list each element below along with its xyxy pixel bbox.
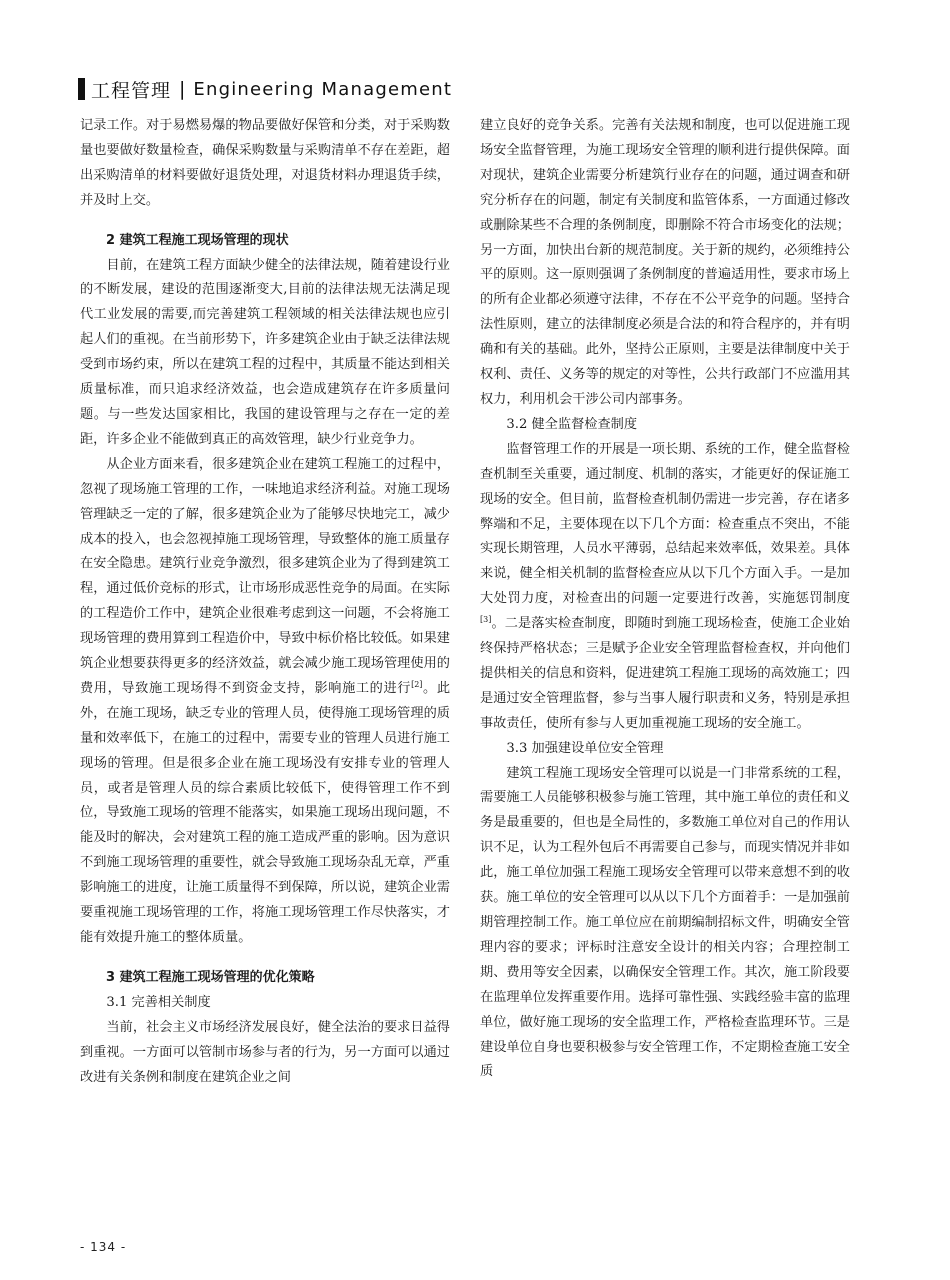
section-2-paragraph-1: 目前，在建筑工程方面缺少健全的法律法规，随着建设行业的不断发展，建设的范围逐渐变大,目前的法律法规无法满足现代工业发展的需要,而完善建筑工程领域的相关法律法规也应引起人们的重视。在当前形势下，许多建筑企业由于缺乏法律法规受到市场约束，所以在建筑工程的过程中，其质量不能达到相关质量标准，而只追求经济效益，也会造成建筑存在许多质量问题。与一些发达国家相比，我国的建设管理与之存在一定的差距，许多企业不能做到真正的高效管理，缺少行业竞争力。 (80, 257, 450, 447)
section-2-heading: 2 建筑工程施工现场管理的现状 (106, 232, 289, 248)
section-3-3-heading: 3.3 加强建设单位安全管理 (506, 740, 664, 756)
header-separator: | (179, 78, 186, 100)
section-3-1-paragraph-1-continued: 建立良好的竞争关系。完善有关法规和制度，也可以促进施工现场安全监督管理，为施工现场安全管理的顺利进行提供保障。面对现状，建筑企业需要分析建筑行业存在的问题，通过调查和研究分析存在的问题，制定有关制度和监管体系，一方面通过修改或删除某些不合理的条例制度，即删除不符合市场变化的法规；另一方面，加快出台新的规范制度。关于新的规约，必须维持公平的原则。这一原则强调了条例制度的普遍适用性，要求市场上的所有企业都必须遵守法律，不存在不公平竞争的问题。坚持合法性原则，建立的法律制度必须是合法的和符合程序的，并有明确和有关的基础。此外，坚持公正原则，主要是法律制度中关于权利、责任、义务等的规定的对等性，公共行政部门不应滥用其权力，利用机会干涉公司内部事务。 (480, 118, 850, 407)
section-3-1-heading: 3.1 完善相关制度 (106, 994, 211, 1010)
section-3-2-paragraph-1-part-b: 。二是落实检查制度，即随时到施工现场检查，使施工企业始终保持严格状态；三是赋予企业安全管理监督检查权，并向他们提供相关的信息和资料，促进建筑工程施工现场的高效施工；四是通过安全管理监督，参与当事人履行职责和义务，特别是承担事故责任，使所有参与人更加重视施工现场的安全施工。 (480, 616, 850, 731)
intro-paragraph: 记录工作。对于易燃易爆的物品要做好保管和分类，对于采购数量也要做好数量检查，确保采购数量与采购清单不存在差距，超出采购清单的材料要做好退货处理，对退货材料办理退货手续，并及时上交。 (80, 118, 450, 208)
citation-ref-3: [3] (480, 615, 492, 625)
section-2-paragraph-2-part-b: 。此外，在施工现场，缺乏专业的管理人员，使得施工现场管理的质量和效率低下，在施工的过程中，需要专业的管理人员进行施工现场的管理。但是很多企业在施工现场没有安排专业的管理人员，或者是管理人员的综合素质比较低下，使得管理工作不到位，导致施工现场的管理不能落实，如果施工现场出现问题，不能及时的解决，会对建筑工程的施工造成严重的影响。因为意识不到施工现场管理的重要性，就会导致施工现场杂乱无章，严重影响施工的进度，让施工质量得不到保障，所以说，建筑企业需要重视施工现场管理的工作，将施工现场管理工作尽快落实，才能有效提升施工的整体质量。 (80, 680, 451, 945)
header-title-en: Engineering Management (193, 78, 453, 100)
section-3-3-paragraph-1: 建筑工程施工现场安全管理可以说是一门非常系统的工程，需要施工人员能够积极参与施工管理，其中施工单位的责任和义务是最重要的，但也是全局性的，多数施工单位对自己的作用认识不足，认为工程外包后不再需要自己参与，而现实情况并非如此，施工单位加强工程施工现场安全管理可以带来意想不到的收获。施工单位的安全管理可以从以下几个方面着手：一是加强前期管理控制工作。施工单位应在前期编制招标文件，明确安全管理内容的要求；评标时注意安全设计的相关内容；合理控制工期、费用等安全因素，以确保安全管理工作。其次，施工阶段要在监理单位发挥重要作用。选择可靠性强、实践经验丰富的监理单位，做好施工现场的安全监理工作，严格检查监理环节。三是建设单位自身也要积极参与安全管理工作，不定期检查施工安全质 (480, 765, 850, 1080)
right-column (480, 114, 850, 1085)
left-column (80, 114, 450, 1090)
section-3-2-paragraph-1-part-a: 监督管理工作的开展是一项长期、系统的工作，健全监督检查机制至关重要，通过制度、机制的落实，才能更好的保证施工现场的安全。但目前，监督检查机制仍需进一步完善，存在诸多弊端和不足，主要体现在以下几个方面：检查重点不突出，不能实现长期管理，人员水平薄弱，总结起来效率低，效果差。具体来说，健全相关机制的监督检查应从以下几个方面入手。一是加大处罚力度，对检查出的问题一定要进行改善，实施惩罚制度 (480, 441, 850, 607)
section-3-heading: 3 建筑工程施工现场管理的优化策略 (106, 969, 315, 985)
header-bar-icon (78, 78, 85, 100)
section-3-2-heading: 3.2 健全监督检查制度 (506, 416, 638, 432)
citation-ref-2: [2] (411, 679, 423, 689)
header-title-cn: 工程管理 (91, 79, 172, 102)
section-2-paragraph-2-part-a: 从企业方面来看，很多建筑企业在建筑工程施工的过程中，忽视了现场施工管理的工作，一味地追求经济利益。对施工现场管理缺乏一定的了解，很多建筑企业为了能够尽快地完工，减少成本的投入，也会忽视掉施工现场管理，导致整体的施工质量存在安全隐患。建筑行业竞争激烈，很多建筑企业为了得到建筑工程，通过低价竞标的形式，让市场形成恶性竞争的局面。在实际的工程造价工作中，建筑企业很难考虑到这一问题，不会将施工现场管理的费用算到工程造价中，导致中标价格比较低。如果建筑企业想要获得更多的经济效益，就会减少施工现场管理使用的费用，导致施工现场得不到资金支持，影响施工的进行 (80, 456, 450, 696)
running-header (78, 74, 452, 104)
section-2-paragraph-2 (80, 453, 450, 951)
section-3-2-paragraph-1 (480, 438, 850, 737)
section-3-1-paragraph-1: 当前，社会主义市场经济发展良好，健全法治的要求日益得到重视。一方面可以管制市场参与者的行为，另一方面可以通过改进有关条例和制度在建筑企业之间 (80, 1019, 450, 1085)
page-number: - 134 - (80, 1240, 127, 1254)
